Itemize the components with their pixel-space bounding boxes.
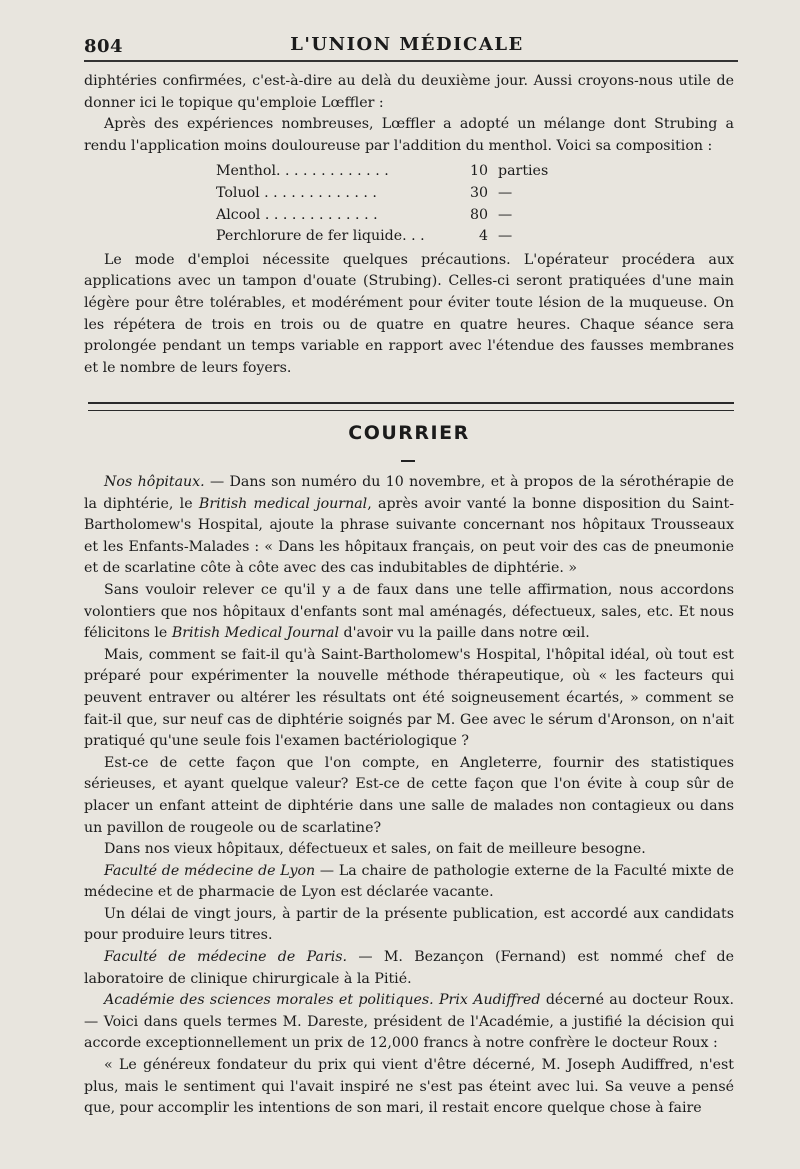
recipe-row <box>216 183 548 205</box>
paragraph-text: — M. Bezançon (Fernand) est nommé chef de laboratoire de clinique chirurgicale à la Pitié. <box>84 949 734 987</box>
page-number: 804 <box>84 36 124 57</box>
recipe-unit: — <box>498 206 513 223</box>
paragraph-text: Sans vouloir relever ce qu'il y a de faux dans une telle affirmation, nous accordons volontiers que nos hôpitaux d'enfants sont mal aménagés, défectueux, sales, etc. Et nous félicitons le <box>84 581 734 642</box>
intro-paragraph-2: Après des expériences nombreuses, Lœffler a adopté un mélange dont Strubing a rendu l'application moins douloureuse par l'addition du menthol. Voici sa composition : <box>84 116 734 154</box>
recipe-quantity: 10 <box>469 163 488 180</box>
running-title: L'UNION MÉDICALE <box>290 34 524 55</box>
recipe-ingredient: Alcool . . . . . . . . . . . . . <box>216 206 378 223</box>
rubric-label: Faculté de médecine de Lyon <box>104 862 316 879</box>
recipe-table <box>216 161 548 247</box>
paragraph-text: d'avoir vu la paille dans notre œil. <box>339 625 590 642</box>
courrier-paragraph-3: Mais, comment se fait-il qu'à Saint-Bartholomew's Hospital, l'hôpital idéal, où tout est préparé pour expérimenter la nouvelle méthode thérapeutique, où « les facteurs qui peuvent entraver ou altérer les résultats ont été soigneusement écartés, » comment se fait-il que, sur neuf cas de diphtérie soignés par M. Gee avec le sérum d'Aronson, on n'ait pratiqué qu'une seule fois l'examen bactériologique ? <box>84 646 734 750</box>
journal-title: British Medical Journal <box>171 625 340 642</box>
page-header <box>84 34 730 60</box>
courrier-paragraph-6 <box>84 861 734 904</box>
paragraph-text: , après avoir vanté la bonne disposition du Saint-Bartholomew's Hospital, ajoute la phrase suivante concernant nos hôpitaux Trousseaux et les Enfants-Malades : « Dans les hôpitaux français, on peut voir des cas de pneumonie et de scarlatine côte à côte avec des cas indubitables de diphtérie. » <box>84 495 735 577</box>
courrier-paragraph-8 <box>84 947 734 990</box>
recipe-ingredient: Toluol . . . . . . . . . . . . . <box>216 184 377 201</box>
rubric-label: Nos hôpitaux. <box>104 474 205 490</box>
recipe-row <box>216 205 548 227</box>
recipe-unit: — <box>498 184 513 201</box>
recipe-quantity: 4 <box>478 228 488 245</box>
paragraph-text: — Dans son numéro du 10 novembre, et à propos de la sérothérapie de la diphtérie, le <box>84 474 734 512</box>
courrier-paragraph-9 <box>84 990 734 1055</box>
recipe-ingredient: Perchlorure de fer liquide. . . <box>216 228 425 245</box>
recipe-quantity: 30 <box>469 184 488 201</box>
section-divider <box>88 402 734 411</box>
recipe-quantity: 80 <box>469 206 488 223</box>
courrier-paragraph-1 <box>84 472 734 580</box>
recipe-unit: — <box>498 228 513 245</box>
header-rule <box>84 60 738 62</box>
rubric-label: Académie des sciences morales et politiques. Prix Audiffred <box>104 992 541 1009</box>
courrier-paragraph-10: « Le généreux fondateur du prix qui vient d'être décerné, M. Joseph Audiffred, n'est plus, mais le sentiment qui l'avait inspiré ne s'est pas éteint avec lui. Sa veuve a pensé que, pour accomplir les intentions de son mari, il restait encore quelque chose à faire <box>84 1057 734 1117</box>
intro-paragraph-3: Le mode d'emploi nécessite quelques précautions. L'opérateur procédera aux applications avec un tampon d'ouate (Strubing). Celles-ci seront pratiquées d'une main légère pour être tolérables, et modérément pour éviter toute lésion de la muqueuse. On les répétera de trois en trois ou de quatre en quatre heures. Chaque séance sera prolongée pendant un temps variable en rapport avec l'étendue des fausses membranes et le nombre de leurs foyers. <box>84 251 734 376</box>
title-dash <box>401 460 415 462</box>
courrier-paragraph-2 <box>84 580 734 645</box>
courrier-paragraph-5: Dans nos vieux hôpitaux, défectueux et sales, on fait de meilleure besogne. <box>104 841 646 858</box>
rubric-label: Faculté de médecine de Paris. <box>104 949 348 966</box>
recipe-unit: parties <box>498 163 549 180</box>
recipe-ingredient: Menthol. . . . . . . . . . . . . <box>216 163 389 180</box>
recipe-row <box>216 161 548 183</box>
journal-title: British medical journal <box>198 495 368 512</box>
courrier-section <box>84 472 734 1120</box>
courrier-paragraph-4: Est-ce de cette façon que l'on compte, en Angleterre, fournir des statistiques sérieuses, et ayant quelque valeur? Est-ce de cette façon que l'on évite à coup sûr de placer un enfant atteint de diphtérie dans une salle de malades non contagieux ou dans un pavillon de rougeole ou de scarlatine? <box>84 754 734 836</box>
section-title-courrier: COURRIER <box>348 422 470 444</box>
paragraph-text: décerné au docteur Roux. — Voici dans quels termes M. Dareste, président de l'Académie, a justifié la décision qui accorde exceptionnellement un prix de 12,000 francs à notre confrère le docteur Roux : <box>84 992 734 1052</box>
courrier-paragraph-7: Un délai de vingt jours, à partir de la présente publication, est accordé aux candidats pour produire leurs titres. <box>84 905 734 944</box>
paragraph-text: — La chaire de pathologie externe de la Faculté mixte de médecine et de pharmacie de Lyon est déclarée vacante. <box>84 862 734 901</box>
recipe-row <box>216 226 548 248</box>
intro-paragraph-1: diphtéries confirmées, c'est-à-dire au delà du deuxième jour. Aussi croyons-nous utile de donner ici le topique qu'emploie Lœffler : <box>84 73 734 111</box>
intro-section <box>84 71 734 379</box>
